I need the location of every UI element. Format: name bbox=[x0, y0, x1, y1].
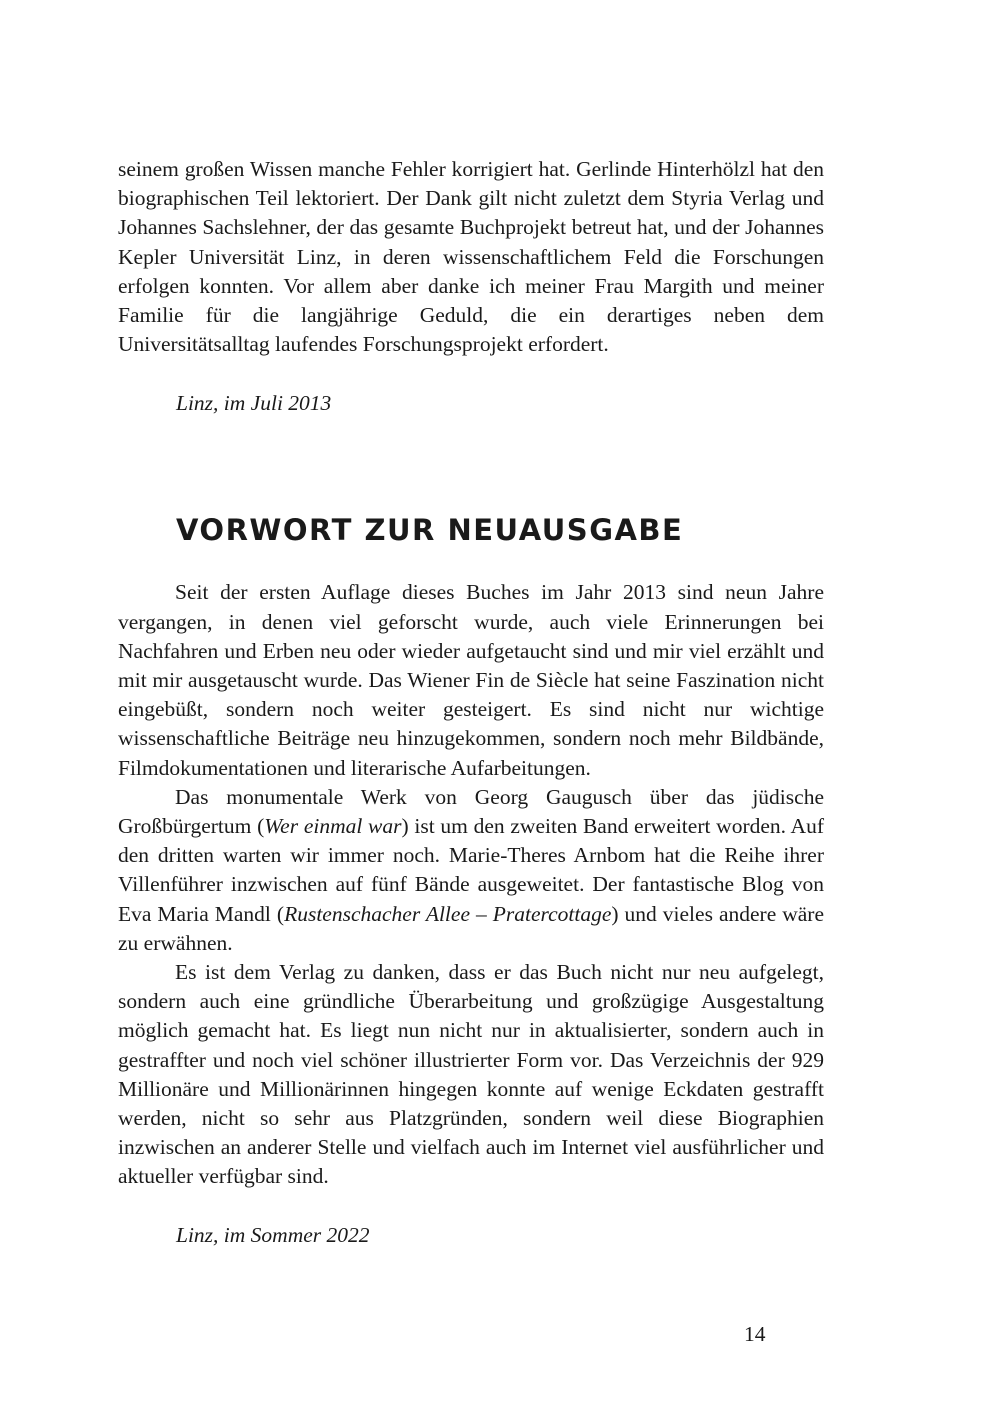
paragraph-2 bbox=[118, 783, 824, 958]
paragraph-2-text-b: ) ist um den zweiten Band erweitert worden. Auf den dritten warten wir immer noch. Marie-Theres Arnbom hat die Reihe ihrer Villenführer inzwischen auf fünf Bände ausgeweitet. Der fantastische Blog von Eva Maria Mandl ( bbox=[118, 814, 824, 926]
page-body bbox=[118, 155, 824, 1250]
signoff-2022: Linz, im Sommer 2022 bbox=[176, 1222, 370, 1247]
paragraph-1: Seit der ersten Auflage dieses Buches im Jahr 2013 sind neun Jahre vergangen, in denen viel geforscht wurde, auch viele Erinnerungen bei Nachfahren und Erben neu oder wieder aufgetaucht sind und mir viel erzählt und mit mir ausgetauscht wurde. Das Wiener Fin de Siècle hat seine Faszination nicht eingebüßt, sondern noch weiter gesteigert. Es sind nicht nur wichtige wissenschaftliche Beiträge neu hinzugekommen, sondern noch mehr Bildbände, Filmdokumentationen und literarische Aufarbeitungen. bbox=[118, 580, 824, 780]
intro-paragraph: seinem großen Wissen manche Fehler korrigiert hat. Gerlinde Hinterhölzl hat den biographischen Teil lektoriert. Der Dank gilt nicht zuletzt dem Styria Verlag und Johannes Sachslehner, der das gesamte Buchprojekt betreut hat, und der Johannes Kepler Universität Linz, in deren wissenschaftlichem Feld die Forschungen erfolgen konnten. Vor allem aber danke ich meiner Frau Margith und meiner Familie für die langjährige Geduld, die ein derartiges neben dem Universitätsalltag laufendes Forschungsprojekt erfordert. bbox=[118, 157, 824, 357]
paragraph-3: Es ist dem Verlag zu danken, dass er das Buch nicht nur neu aufgelegt, sondern auch eine gründliche Überarbeitung und großzügige Ausgestaltung möglich gemacht hat. Es liegt nun nicht nur in aktualisierter, sondern auch in gestraffter und noch viel schöner illustrierter Form vor. Das Verzeichnis der 929 Millionäre und Millionärinnen hingegen konnte auf wenige Eckdaten gestrafft werden, nicht so sehr aus Platzgründen, sondern weil diese Biographien inzwischen an anderer Stelle und vielfach auch im Internet viel ausführlicher und aktueller verfügbar sind. bbox=[118, 960, 824, 1189]
paragraph-2-text-a: Das monumentale Werk von Georg Gaugusch über das jüdische Großbürgertum ( bbox=[118, 784, 824, 839]
section-heading: VORWORT ZUR NEUAUSGABE bbox=[176, 513, 684, 548]
paragraph-2-text-c: ) und vieles andere wäre zu erwähnen. bbox=[118, 901, 825, 955]
book-title-wer-einmal-war: Wer einmal war bbox=[264, 814, 402, 839]
signoff-2013: Linz, im Juli 2013 bbox=[176, 391, 332, 416]
blog-title: Rustenschacher Allee – Pratercottage bbox=[284, 901, 612, 926]
page-number: 14 bbox=[744, 1322, 766, 1346]
